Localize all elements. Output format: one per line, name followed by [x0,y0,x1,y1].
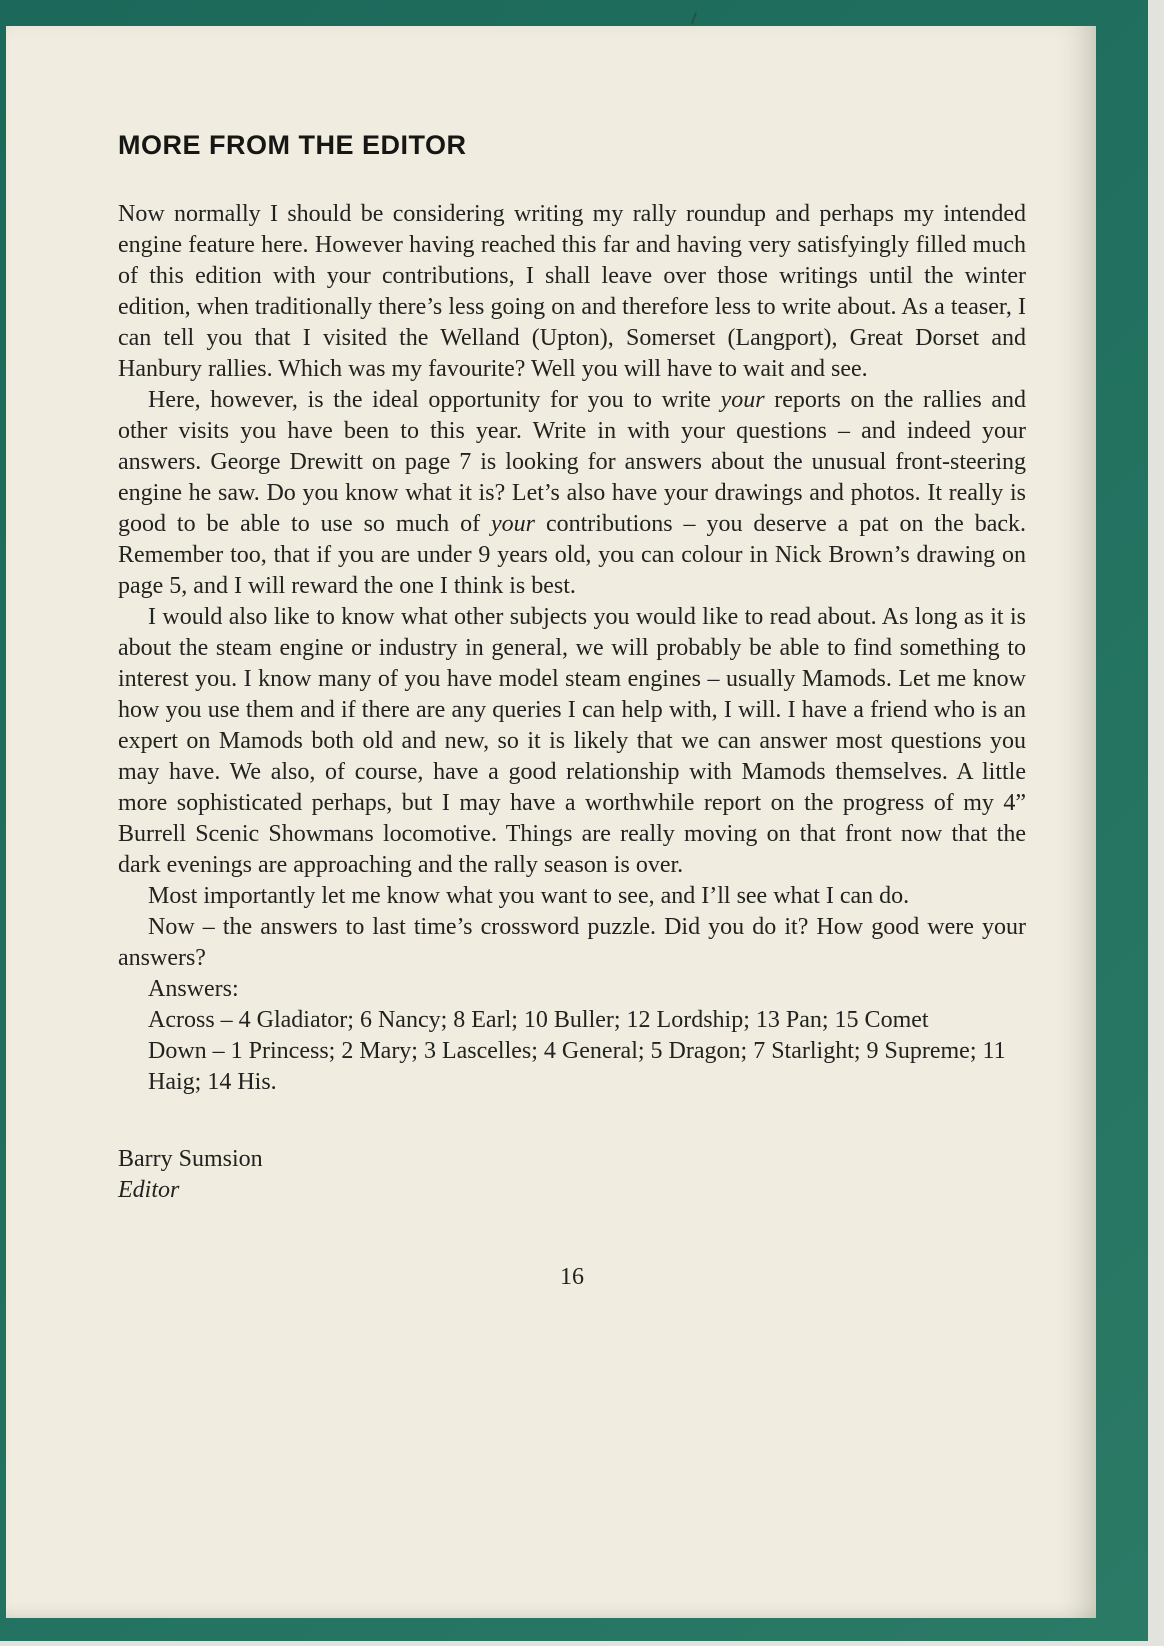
paragraph [118,385,1026,602]
text-run: I would also like to know what other subjects you would like to read about. As long as it is about the steam engine or industry in general, we will probably be able to find something to interest you. I know many of you have model steam engines – usually Mamods. Let me know how you use them and if there are any queries I can help with, I will. I have a friend who is an expert on Mamods both old and new, so it is likely that we can answer most questions you may have. We also, of course, have a good relationship with Mamods themselves. A little more sophisticated perhaps, but I may have a worthwhile report on the progress of my 4” Burrell Scenic Showmans locomotive. Things are really moving on that front now that the dark evenings are approaching and the rally season is over. [118,604,1026,878]
paragraph [118,912,1026,974]
paragraph [118,199,1026,385]
signature-block [118,1144,1026,1206]
paragraph [118,602,1026,881]
answers-down: Down – 1 Princess; 2 Mary; 3 Lascelles; 4 General; 5 Dragon; 7 Starlight; 9 Supreme; 11 Haig; 14 His. [148,1038,1006,1095]
answers-block [118,974,1026,1098]
paragraph [118,881,1026,912]
page-title: MORE FROM THE EDITOR [118,130,467,160]
signature-name: Barry Sumsion [118,1146,263,1172]
text-run: Here, however, is the ideal opportunity for you to write [148,387,721,413]
page-number: 16 [560,1264,584,1290]
text-run: contributions – you deserve a pat on the back. Remember too, that if you are under 9 years old, you can colour in Nick Brown’s drawing on page 5, and I will reward the one I think is best. [118,511,1026,599]
text-run: Now normally I should be considering writing my rally roundup and perhaps my intended engine feature here. However having reached this far and having very satisfyingly filled much of this edition with your contributions, I shall leave over those writings until the winter edition, when traditionally there’s less going on and therefore less to write about. As a teaser, I can tell you that I visited the Welland (Upton), Somerset (Langport), Great Dorset and Hanbury rallies. Which was my favourite? Well you will have to wait and see. [118,201,1026,382]
text-run: reports on the rallies and other visits you have been to this year. Write in with your questions – and indeed your answers. George Drewitt on page 7 is looking for answers about the unusual front-steering engine he saw. Do you know what it is? Let’s also have your drawings and photos. It really is good to be able to use so much of [118,387,1026,537]
answers-label: Answers: [148,976,239,1002]
signature-role: Editor [118,1177,180,1203]
answers-across: Across – 4 Gladiator; 6 Nancy; 8 Earl; 10 Buller; 12 Lordship; 13 Pan; 15 Comet [148,1007,929,1033]
emphasized-text: your [491,511,536,537]
text-run: Now – the answers to last time’s crossword puzzle. Did you do it? How good were your answers? [118,914,1026,971]
emphasized-text: your [720,387,765,413]
paragraphs [118,199,1026,974]
text-run: Most importantly let me know what you want to see, and I’ll see what I can do. [148,883,910,909]
paper [6,26,1096,1618]
article-body [118,199,1026,1293]
